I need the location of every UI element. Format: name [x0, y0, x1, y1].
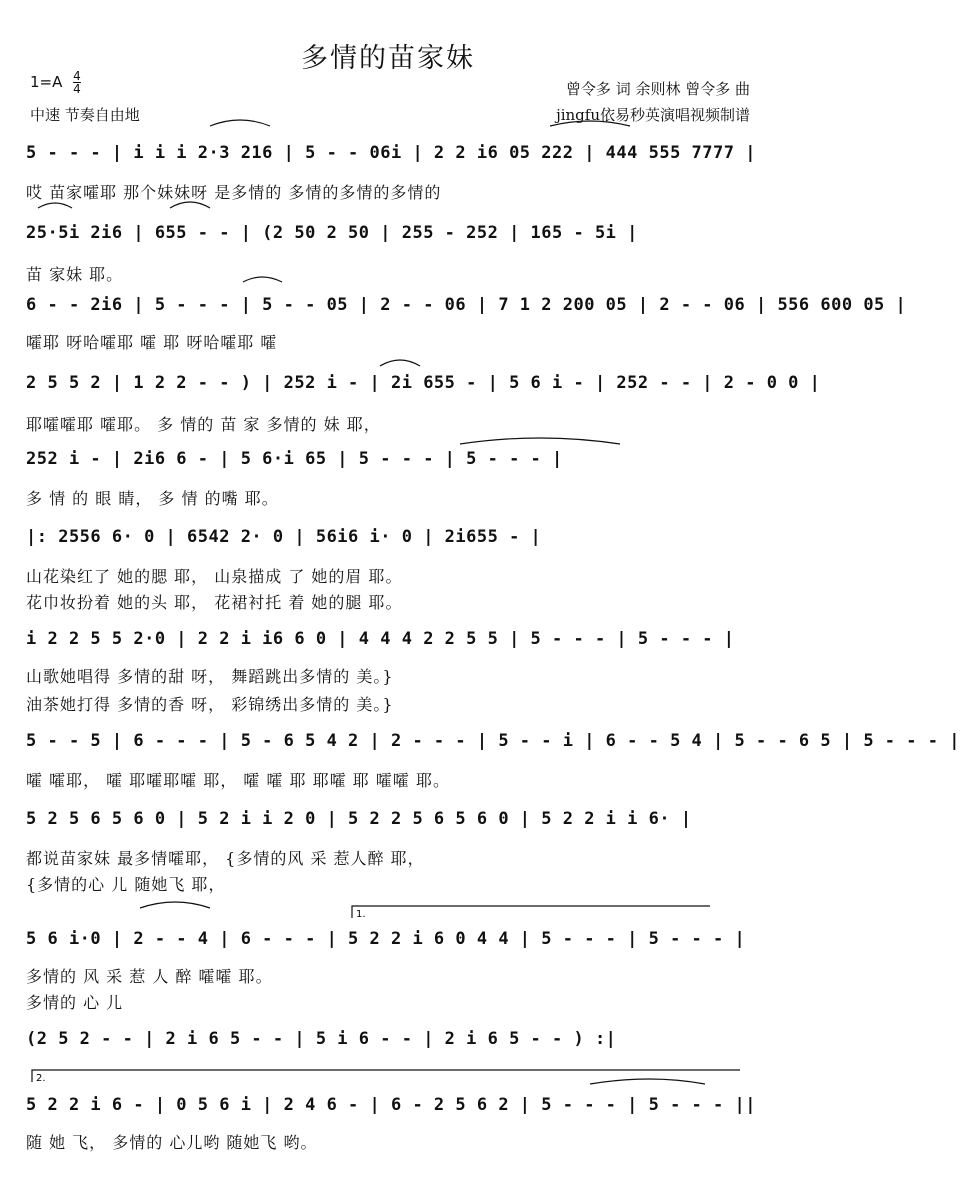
notation-line-9: 5 2 5 6 5 6 0 | 5 2 i i 2 0 | 5 2 2 5 6 5 6 0 | 5 2 2 i i 6· |	[26, 809, 692, 829]
notation-line-5: 252 i - | 2i6 6 - | 5 6·i 65 | 5 - - - | 5 - - - |	[26, 449, 563, 469]
notation-line-11: (2 5 2 - - | 2 i 6 5 - - | 5 i 6 - - | 2 i 6 5 - - ) :|	[26, 1029, 617, 1049]
notation-line-1: 5 - - - | i i i 2·3 216 | 5 - - 06i | 2 2 i6 05 222 | 444 555 7777 |	[26, 143, 756, 163]
lyric-line-12: 随 她 飞， 多情的 心儿哟 随她飞 哟。	[26, 1133, 318, 1152]
notation-line-12: 5 2 2 i 6 - | 0 5 6 i | 2 4 6 - | 6 - 2 5 6 2 | 5 - - - | 5 - - - ||	[26, 1095, 756, 1115]
notation-line-2: 25·5i 2i6 | 655 - - | (2 50 2 50 | 255 - 252 | 165 - 5i |	[26, 223, 638, 243]
lyric-line-4: 耶嚯嚯耶 嚯耶。 多 情的 苗 家 多情的 妹 耶，	[26, 415, 381, 434]
volta-1-bracket	[352, 906, 710, 918]
volta-1-mark: 1.	[356, 909, 366, 920]
notation-line-7: i 2 2 5 5 2·0 | 2 2 i i6 6 0 | 4 4 4 2 2 5 5 | 5 - - - | 5 - - - |	[26, 629, 735, 649]
lyric-line-1: 哎 苗家嚯耶 那个妹妹呀 是多情的 多情的多情的多情的	[26, 183, 442, 202]
slur-6	[380, 360, 420, 366]
lyric-line-8: 嚯 嚯耶， 嚯 耶嚯耶嚯 耶， 嚯 嚯 耶 耶嚯 耶 嚯嚯 耶。	[26, 771, 450, 790]
key-signature	[30, 70, 81, 95]
lyric-line-7a: 山歌她唱得 多情的甜 呀， 舞蹈跳出多情的 美。}	[26, 667, 394, 686]
notation-line-8: 5 - - 5 | 6 - - - | 5 - 6 5 4 2 | 2 - - - | 5 - - i | 6 - - 5 4 | 5 - - 6 5 | 5 - - - |	[26, 731, 960, 751]
lyric-line-9a: 都说苗家妹 最多情嚯耶， {多情的风 采 惹人醉 耶，	[26, 849, 425, 868]
volta-2-mark: 2.	[36, 1073, 46, 1084]
time-numerator: 4	[73, 69, 81, 83]
slur-9	[590, 1079, 705, 1084]
slur-8	[140, 902, 210, 908]
song-title: 多情的苗家妹	[301, 43, 475, 74]
notation-line-4: 2 5 5 2 | 1 2 2 - - ) | 252 i - | 2i 655 - | 5 6 i - | 252 - - | 2 - 0 0 |	[26, 373, 821, 393]
time-signature	[73, 70, 81, 95]
lyric-line-5: 多 情 的 眼 睛， 多 情 的嘴 耶。	[26, 489, 279, 508]
lyric-line-2: 苗 家妹 耶。	[26, 265, 124, 284]
key-label: 1=A	[30, 73, 63, 91]
notation-line-3: 6 - - 2i6 | 5 - - - | 5 - - 05 | 2 - - 06 | 7 1 2 200 05 | 2 - - 06 | 556 600 05 |	[26, 295, 907, 315]
producer-credit: jingfu依易秒英演唱视频制谱	[556, 106, 750, 124]
lyric-line-3: 嚯耶 呀哈嚯耶 嚯 耶 呀哈嚯耶 嚯	[26, 333, 278, 352]
notation-line-10: 5 6 i·0 | 2 - - 4 | 6 - - - | 5 2 2 i 6 0 4 4 | 5 - - - | 5 - - - |	[26, 929, 746, 949]
time-denominator: 4	[73, 82, 81, 96]
credits: 曾令多 词 余则林 曾令多 曲	[565, 80, 750, 98]
tempo-marking: 中速 节奏自由地	[30, 106, 140, 124]
lyric-line-7b: 油茶她打得 多情的香 呀， 彩锦绣出多情的 美。}	[26, 695, 394, 714]
volta-2-bracket	[32, 1070, 740, 1082]
lyric-line-6b: 花巾妆扮着 她的头 耶， 花裙衬托 着 她的腿 耶。	[26, 593, 403, 612]
lyric-line-6a: 山花染红了 她的腮 耶， 山泉描成 了 她的眉 耶。	[26, 567, 403, 586]
lyric-line-9b: {多情的心 儿 随她飞 耶，	[26, 875, 226, 894]
lyric-line-10a: 多情的 风 采 惹 人 醉 嚯嚯 耶。	[26, 967, 273, 986]
slur-3	[38, 203, 72, 208]
lyric-line-10b: 多情的 心 儿	[26, 993, 124, 1012]
slur-1	[210, 120, 270, 126]
notation-line-6: |: 2556 6· 0 | 6542 2· 0 | 56i6 i· 0 | 2i655 - |	[26, 527, 542, 547]
slur-7	[460, 438, 620, 444]
